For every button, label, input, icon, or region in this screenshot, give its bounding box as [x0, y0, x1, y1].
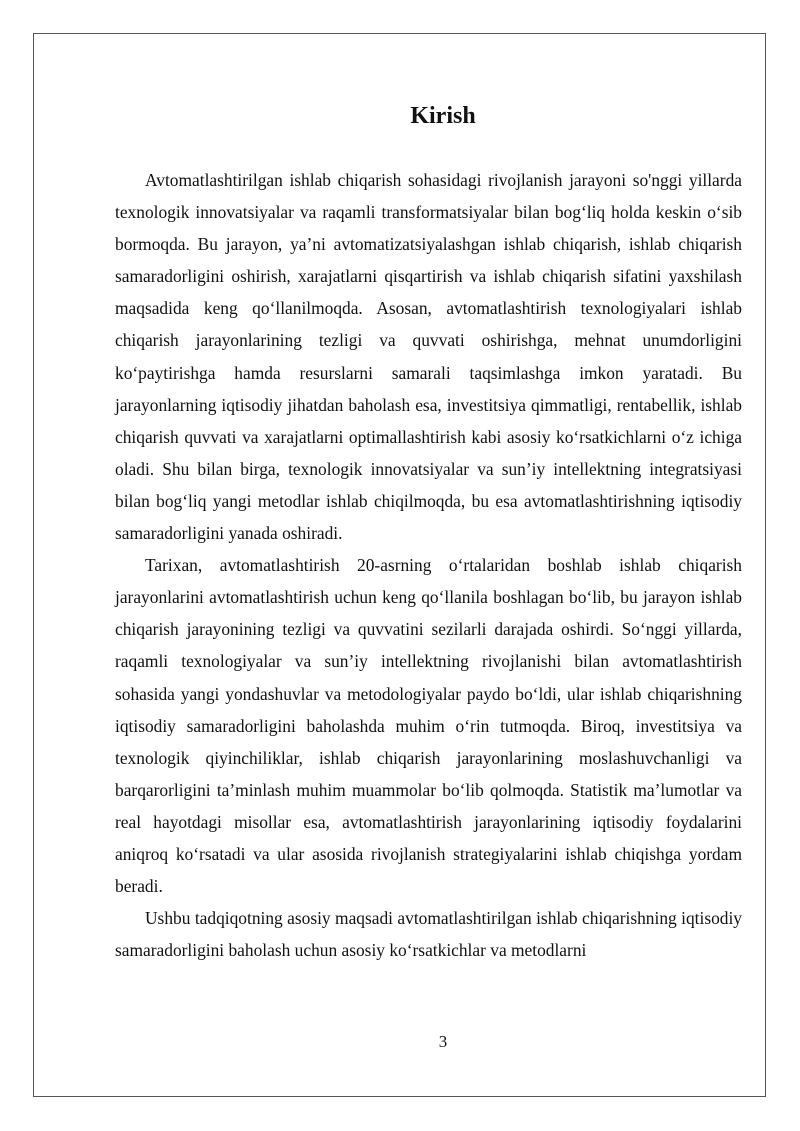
section-title: Kirish [410, 103, 476, 129]
body-text [115, 164, 742, 966]
page-number: 3 [438, 1032, 448, 1051]
paragraph-2: Tarixan, avtomatlashtirish 20-asrning o‘rtalaridan boshlab ishlab chiqarish jarayonlarini avtomatlashtirish uchun keng qo‘llanila boshlagan bo‘lib, bu jarayon ishlab chiqarish jarayonining tezligi va quvvatini sezilarli darajada oshirdi. So‘nggi yillarda, raqamli texnologiyalar va sun’iy intellektning rivojlanishi bilan avtomatlashtirish sohasida yangi yondashuvlar va metodologiyalar paydo bo‘ldi, ular ishlab chiqarishning iqtisodiy samaradorligini baholashda muhim o‘rin tutmoqda. Biroq, investitsiya va texnologik qiyinchiliklar, ishlab chiqarish jarayonlarining moslashuvchanligi va barqarorligini ta’minlash muhim muammolar bo‘lib qolmoqda. Statistik ma’lumotlar va real hayotdagi misollar esa, avtomatlashtirish jarayonlarining iqtisodiy foydalarini aniqroq ko‘rsatadi va ular asosida rivojlanish strategiyalarini ishlab chiqishga yordam beradi. [115, 555, 742, 897]
paragraph-3: Ushbu tadqiqotning asosiy maqsadi avtomatlashtirilgan ishlab chiqarishning iqtisodiy samaradorligini baholash uchun asosiy ko‘rsatkichlar va metodlarni [115, 908, 742, 961]
paragraph-1: Avtomatlashtirilgan ishlab chiqarish sohasidagi rivojlanish jarayoni so'nggi yillarda texnologik innovatsiyalar va raqamli transformatsiyalar bilan bog‘liq holda keskin o‘sib bormoqda. Bu jarayon, ya’ni avtomatizatsiyalashgan ishlab chiqarish, ishlab chiqarish samaradorligini oshirish, xarajatlarni qisqartirish va ishlab chiqarish sifatini yaxshilash maqsadida keng qo‘llanilmoqda. Asosan, avtomatlashtirish texnologiyalari ishlab chiqarish jarayonlarining tezligi va quvvati oshirishga, mehnat unumdorligini ko‘paytirishga hamda resurslarni samarali taqsimlashga imkon yaratadi. Bu jarayonlarning iqtisodiy jihatdan baholash esa, investitsiya qimmatligi, rentabellik, ishlab chiqarish quvvati va xarajatlarni optimallashtirish kabi asosiy ko‘rsatkichlarni o‘z ichiga oladi. Shu bilan birga, texnologik innovatsiyalar va sun’iy intellektning integratsiyasi bilan bog‘liq yangi metodlar ishlab chiqilmoqda, bu esa avtomatlashtirishning iqtisodiy samaradorligini yanada oshiradi. [115, 170, 742, 544]
